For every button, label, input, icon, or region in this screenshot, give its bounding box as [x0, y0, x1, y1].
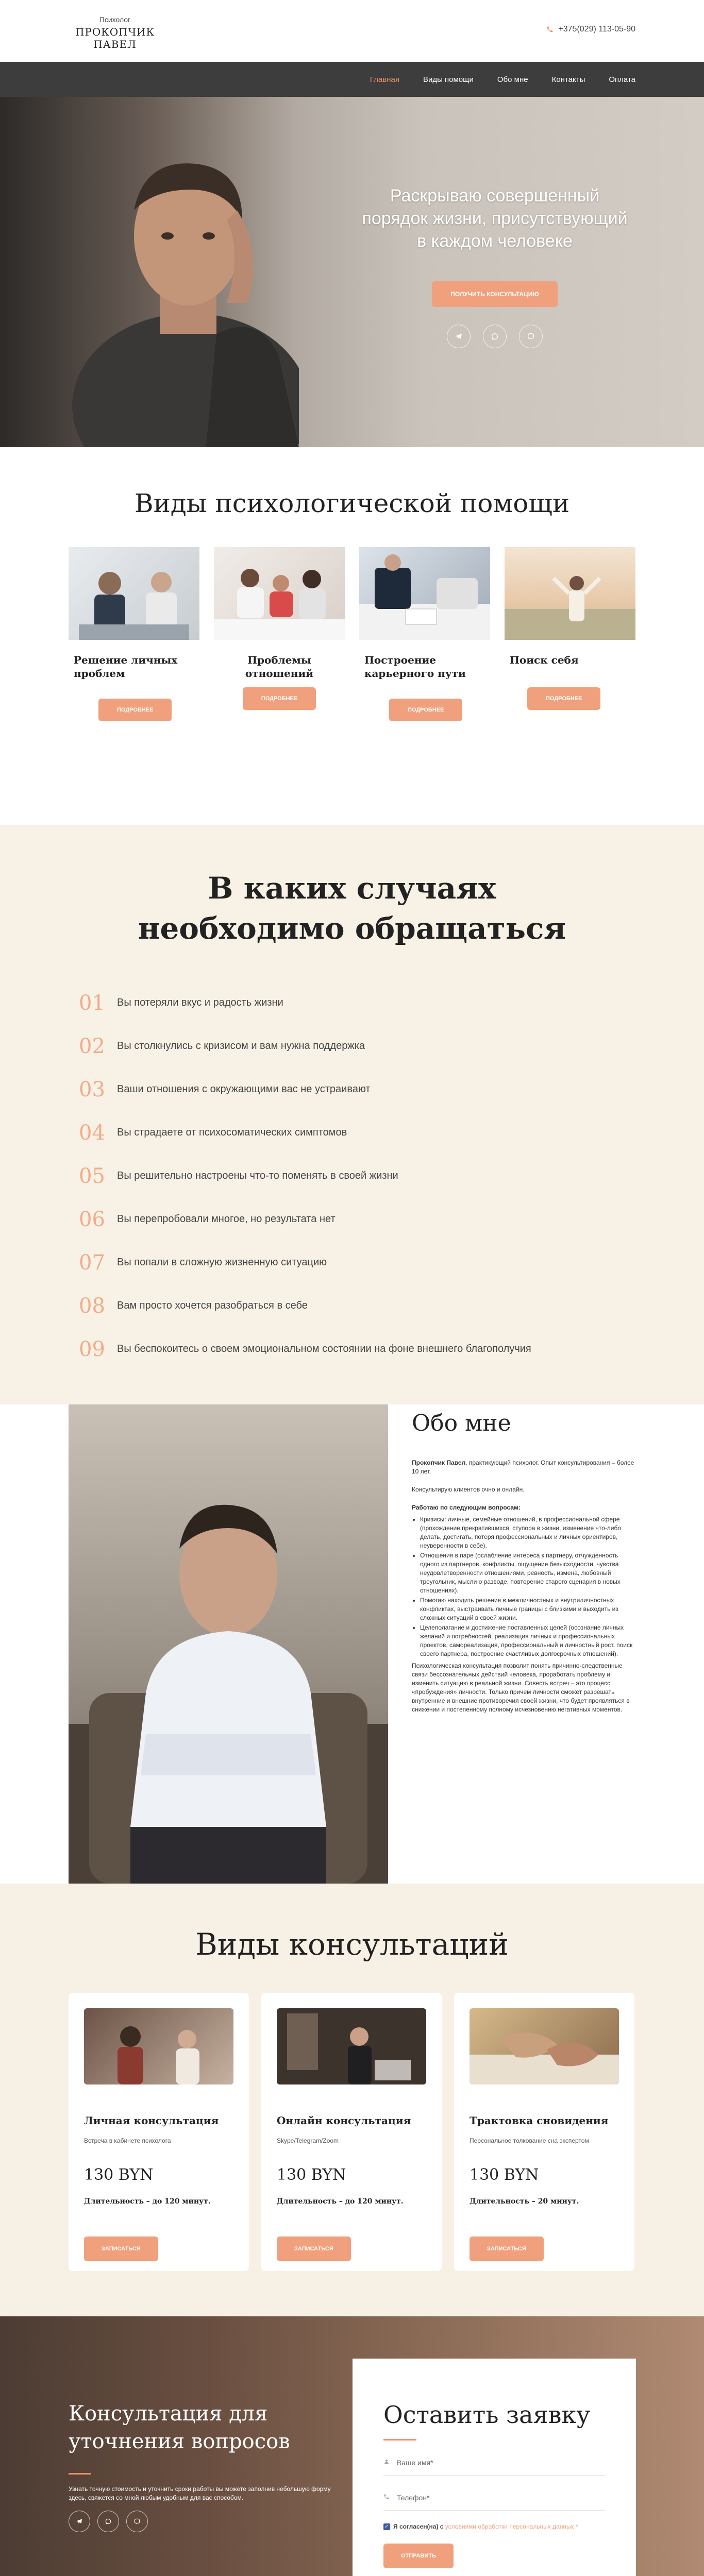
case-text: Ваши отношения с окружающими вас не устраивают: [117, 1083, 371, 1095]
cases-section: [0, 825, 704, 1404]
whatsapp-icon[interactable]: [483, 325, 507, 348]
case-number: 01: [79, 991, 105, 1015]
list-item: [69, 1111, 635, 1155]
nav-item-about[interactable]: Обо мне: [497, 75, 528, 84]
about-closing: Психологическая консультация позволит понять причинно-следственные связи бессознательных действий человека, проработать проблему и изменить ситуацию в реальной жизни. Совесть встреч – это процесс «пробуждения» личности. Только причем личности сможет разрешать внутренние и внешние противоречия своей жизни, что будет проявляться в снижении и постепенному полному исчезновению негативных моментов.: [412, 1662, 630, 1713]
consultation-subtitle: Skype/Telegram/Zoom: [277, 2137, 339, 2144]
accent-divider: [69, 2473, 91, 2475]
help-card-relationships: [214, 547, 345, 721]
case-number: 04: [79, 1121, 105, 1145]
request-text: Узнать точную стоимость и уточнить сроки работы вы можете заполнив небольшую форму здесь, свяжется со мной любым удобным для вас способом.: [69, 2485, 331, 2501]
consultation-card-online: [261, 1993, 442, 2271]
list-item: [69, 981, 635, 1025]
header-phone[interactable]: [546, 25, 635, 34]
consultation-duration: Длительность – до 120 минут.: [277, 2197, 404, 2206]
list-item: [69, 1328, 635, 1371]
hero-title: Раскрываю совершенный порядок жизни, присутствующий в каждом человеке: [362, 186, 628, 251]
consent-checkbox[interactable]: [383, 2523, 605, 2530]
help-card-image: [505, 547, 635, 640]
consultation-duration: Длительность – 20 минут.: [470, 2197, 579, 2206]
about-intro-name: Прокопчик Павел: [412, 1459, 466, 1466]
case-text: Вы столкнулись с кризисом и вам нужна поддержка: [117, 1040, 365, 1052]
help-card-title: Проблемы отношений: [245, 654, 314, 680]
consent-label: [393, 2523, 578, 2530]
list-item: • Целеполагание и достижение поставленных целей (осознание личных желаний и потребностей, реализация личных и профессиональных проектов, самореализация, профессиональный и личностный рост, поиск своего партнера, построение счастливых долгосрочных отношений).: [420, 1623, 639, 1658]
help-card-image: [69, 547, 199, 640]
request-form: [353, 2359, 636, 2576]
help-types-title: Виды психологической помощи: [134, 488, 570, 518]
viber-icon[interactable]: [519, 325, 543, 348]
nav-item-payment[interactable]: Оплата: [609, 75, 635, 84]
logo[interactable]: [69, 15, 161, 50]
hero-content: [356, 184, 634, 348]
telegram-icon[interactable]: [447, 325, 471, 348]
hero-portrait: [72, 117, 299, 447]
nav-item-home[interactable]: Главная: [370, 75, 399, 84]
phone-icon: [546, 25, 554, 33]
list-item: [69, 1241, 635, 1284]
phone-input-placeholder: Телефон*: [397, 2493, 430, 2502]
consultation-title: Личная консультация: [84, 2114, 219, 2127]
help-card-title: Поиск себя: [510, 654, 579, 666]
help-card-career: [359, 547, 490, 721]
about-format: Консультирую клиентов очно и онлайн.: [412, 1486, 525, 1493]
consultation-subtitle: Персональное толкование сна экспертом: [470, 2137, 589, 2144]
help-card-title: Решение личных проблем: [74, 654, 178, 680]
request-title: Консультация для уточнения вопросов: [69, 2402, 290, 2453]
name-input-placeholder: Ваше имя*: [397, 2458, 433, 2467]
help-more-button[interactable]: ПОДРОБНЕЕ: [527, 687, 600, 710]
user-icon: [383, 2459, 390, 2466]
consultation-duration: Длительность – до 120 минут.: [84, 2197, 211, 2206]
logo-subtitle: Психолог: [99, 15, 131, 24]
consultation-title: Трактовка сновидения: [470, 2114, 609, 2127]
consultation-image: [84, 2008, 233, 2084]
phone-icon: [383, 2494, 390, 2501]
case-text: Вы потеряли вкус и радость жизни: [117, 997, 283, 1008]
case-number: 05: [79, 1164, 105, 1188]
case-text: Вы перепробовали многое, но результата нет: [117, 1213, 336, 1225]
consultation-cards: [69, 1993, 635, 2271]
whatsapp-icon[interactable]: [97, 2511, 119, 2532]
case-number: 02: [79, 1034, 105, 1058]
consent-link[interactable]: условиями обработки персональных данных: [445, 2523, 574, 2530]
help-card-title: Построение карьерного пути: [364, 654, 466, 680]
phone-field[interactable]: [383, 2485, 605, 2511]
about-topics: [412, 1515, 639, 1658]
request-socials: [69, 2511, 337, 2532]
nav-item-help-types[interactable]: Виды помощи: [423, 75, 474, 84]
help-card-image: [359, 547, 490, 640]
help-card-self: [505, 547, 635, 721]
accent-divider: [383, 2439, 416, 2441]
list-item: [69, 1198, 635, 1241]
case-number: 07: [79, 1250, 105, 1275]
list-item: • Помогаю находить решения в межличностных и внутриличностных конфликтах, выстраивать личные границы с близкими и выходить из сложных ситуаций в своей жизни.: [420, 1596, 639, 1622]
top-header: [0, 0, 704, 62]
book-button[interactable]: ЗАПИСАТЬСЯ: [277, 2236, 351, 2261]
consultation-subtitle: Встреча в кабинете психолога: [84, 2137, 171, 2144]
hero-section: [0, 97, 704, 447]
request-section: [0, 2316, 704, 2576]
help-more-button[interactable]: ПОДРОБНЕЕ: [98, 699, 172, 721]
consultations-section: [0, 1884, 704, 2316]
list-item: [69, 1025, 635, 1068]
case-text: Вы беспокоитесь о своем эмоциональном состоянии на фоне внешнего благополучия: [117, 1343, 531, 1354]
header-phone-text: +375(029) 113-05-90: [558, 25, 635, 33]
consultation-image: [277, 2008, 426, 2084]
about-content: [412, 1410, 639, 1723]
hero-socials: [356, 325, 634, 348]
case-text: Вам просто хочется разобраться в себе: [117, 1300, 308, 1311]
consultations-title: Виды консультаций: [195, 1927, 509, 1962]
get-consultation-button[interactable]: ПОЛУЧИТЬ КОНСУЛЬТАЦИЮ: [432, 281, 558, 307]
cases-title: В каких случаях необходимо обращаться: [138, 871, 566, 946]
telegram-icon[interactable]: [69, 2511, 90, 2532]
about-intro-rest: , практикующий психолог. Опыт консультирования – более 10 лет.: [412, 1459, 634, 1475]
about-section: [0, 1404, 704, 1884]
list-item: • Отношения в паре (ослабление интереса к партнеру, отчужденность одного из партнеров, конфликты, ощущение безысходности, чувства неудовлетворенности отношениями, ревность, измена, любовный треугольник, мысли о разводе, повторение старого сценария в новых отношениях).: [420, 1551, 639, 1595]
help-more-button[interactable]: ПОДРОБНЕЕ: [243, 687, 316, 710]
consent-required-mark: *: [576, 2523, 578, 2530]
consultation-price: 130 BYN: [470, 2166, 539, 2184]
consultation-image: [470, 2008, 619, 2084]
help-cards: [69, 547, 635, 721]
name-field[interactable]: [383, 2450, 605, 2476]
case-number: 06: [79, 1207, 105, 1231]
main-nav: [0, 62, 704, 97]
logo-name: ПРОКОПЧИК ПАВЕЛ: [75, 26, 155, 50]
help-more-button[interactable]: ПОДРОБНЕЕ: [389, 699, 462, 721]
help-card-image: [214, 547, 345, 640]
case-text: Вы страдаете от психосоматических симптомов: [117, 1127, 347, 1138]
list-item: • Кризисы: личные, семейные отношений, в профессиональной сфере (прохождение прекратившихся, ступора в жизни, изменение что-либо делать, достигать, потеря профессиональных и личных ориентиров, неуверенности в себе).: [420, 1515, 639, 1550]
cases-list: [69, 981, 635, 1371]
consultation-price: 130 BYN: [84, 2166, 154, 2184]
consultation-card-personal: [69, 1993, 249, 2271]
consultation-title: Онлайн консультация: [277, 2114, 411, 2127]
case-text: Вы решительно настроены что-то поменять в своей жизни: [117, 1170, 398, 1181]
book-button[interactable]: ЗАПИСАТЬСЯ: [470, 2236, 544, 2261]
consent-text: Я согласен(на) с: [393, 2523, 444, 2530]
submit-button[interactable]: ОТПРАВИТЬ: [383, 2544, 454, 2568]
book-button[interactable]: ЗАПИСАТЬСЯ: [84, 2236, 158, 2261]
consultation-price: 130 BYN: [277, 2166, 346, 2184]
form-title: Оставить заявку: [383, 2401, 591, 2429]
help-types-section: [0, 447, 704, 825]
list-item: [69, 1155, 635, 1198]
viber-icon[interactable]: [126, 2511, 148, 2532]
request-info: [69, 2400, 337, 2532]
about-topics-title: Работаю по следующим вопросам:: [412, 1504, 521, 1511]
about-intro: [412, 1459, 639, 1476]
about-photo: [69, 1404, 388, 1884]
nav-item-contacts[interactable]: Контакты: [551, 75, 585, 84]
case-text: Вы попали в сложную жизненную ситуацию: [117, 1257, 327, 1268]
case-number: 09: [79, 1337, 105, 1361]
case-number: 03: [79, 1077, 105, 1101]
checkmark-icon[interactable]: ✓: [383, 2523, 390, 2530]
about-title: Обо мне: [412, 1410, 511, 1436]
list-item: [69, 1284, 635, 1328]
case-number: 08: [79, 1294, 105, 1318]
list-item: [69, 1068, 635, 1111]
consultation-card-dreams: [454, 1993, 634, 2271]
help-card-personal: [69, 547, 199, 721]
